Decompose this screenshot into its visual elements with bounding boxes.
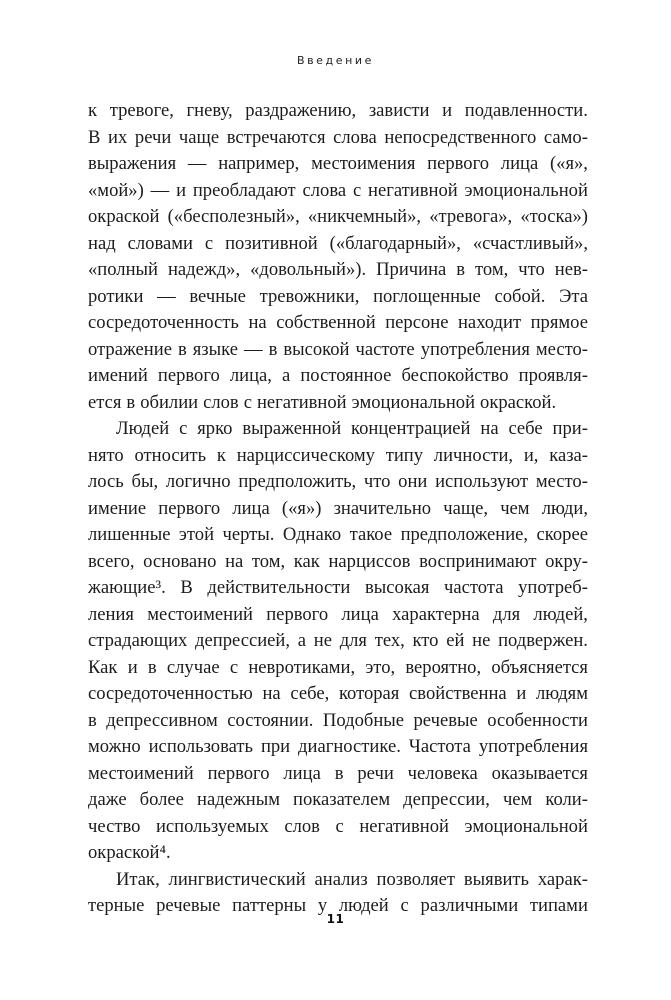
word: местоимения <box>311 153 416 174</box>
word: высокая <box>365 577 430 598</box>
text-line <box>88 310 588 337</box>
word: у <box>317 895 328 916</box>
word: слова <box>302 179 347 201</box>
word: анализ <box>314 868 368 890</box>
word: и <box>127 656 138 678</box>
text-line <box>88 496 588 523</box>
text-line <box>88 867 588 894</box>
word: беспокойство <box>401 365 509 386</box>
word: терные <box>88 895 145 916</box>
word: себе, <box>290 683 330 704</box>
word: употреб- <box>518 577 588 598</box>
word: место- <box>535 338 588 360</box>
word: логично <box>165 471 231 492</box>
word: ей <box>446 630 465 651</box>
word: отражение <box>88 338 172 360</box>
word: чем <box>502 789 533 810</box>
word: даже <box>88 789 127 810</box>
text-line <box>88 125 588 152</box>
word: место- <box>535 471 588 492</box>
word: встречаются <box>226 126 326 148</box>
word: нарциссическому <box>236 444 375 466</box>
text-line <box>88 416 588 443</box>
word: высокой <box>283 338 350 360</box>
word: нев- <box>554 259 588 280</box>
word: себе <box>508 418 543 439</box>
word: том, <box>475 259 509 280</box>
word: всего, <box>88 550 135 572</box>
word: выявить <box>463 868 530 890</box>
word: в <box>456 259 466 280</box>
word: само- <box>543 126 588 148</box>
word: к <box>88 100 98 121</box>
word: выражения <box>88 153 177 174</box>
word: относить <box>134 444 207 466</box>
word: эмоциональной <box>351 391 476 413</box>
word: с <box>335 815 344 837</box>
word: негативной <box>368 179 458 201</box>
word: харак- <box>537 868 588 890</box>
word: в <box>88 709 97 731</box>
word: основано <box>143 550 217 572</box>
text-line <box>88 708 588 735</box>
word: и <box>442 100 453 121</box>
word: депрессии, <box>403 789 490 810</box>
word: к <box>216 444 226 466</box>
word: речи <box>134 126 172 148</box>
word: «довольный»). <box>250 259 367 280</box>
word: вероятно, <box>405 656 482 678</box>
word: невротиками, <box>248 656 356 678</box>
text-line <box>88 681 588 708</box>
word: первого <box>266 603 329 625</box>
word: окраской <box>88 206 160 227</box>
word: людей, <box>533 603 588 625</box>
word: вечные <box>189 285 246 307</box>
text-line <box>88 602 588 629</box>
word: собственной <box>276 312 376 333</box>
word: диагностике. <box>298 736 401 757</box>
word: при <box>260 736 291 757</box>
word: тревоге, <box>109 100 174 121</box>
word: паттерны <box>232 895 307 916</box>
word: показателем <box>293 789 391 810</box>
word: действительности <box>207 577 351 598</box>
word: коли- <box>545 789 588 810</box>
word: гневу, <box>186 100 233 121</box>
word: сосредоточенность <box>88 312 239 333</box>
word: с <box>243 391 252 413</box>
word: воспринимают <box>419 550 537 572</box>
word: употребления <box>478 736 588 757</box>
word: ярко <box>197 418 233 439</box>
word: их <box>108 126 128 148</box>
word: случае <box>166 656 220 678</box>
word: над <box>88 232 116 254</box>
word: лица <box>283 762 321 784</box>
word: выраженной <box>242 418 342 439</box>
word: объясняется <box>491 656 588 678</box>
word: первого <box>427 153 490 174</box>
word: зависти <box>368 100 430 121</box>
text-line <box>88 761 588 788</box>
word: («благодарный», <box>329 232 461 254</box>
word: («я») <box>281 497 322 519</box>
word: этой <box>178 524 215 545</box>
word: поглощенные <box>373 285 481 307</box>
word: типу <box>385 444 424 466</box>
word: негативной <box>359 815 449 837</box>
word: депрессией, <box>195 630 291 651</box>
word: черты. <box>222 524 275 545</box>
word: персоне <box>385 312 449 333</box>
word: на <box>225 550 244 572</box>
word: такое <box>349 524 393 545</box>
word: людей <box>338 895 389 916</box>
word: Итак, <box>116 868 160 890</box>
word: местоимений <box>88 762 194 784</box>
word: особенности <box>487 709 588 731</box>
word: в <box>177 338 187 360</box>
word: собой. <box>494 285 546 307</box>
word: первого <box>158 497 221 519</box>
word: не <box>313 630 332 651</box>
word: в <box>126 391 136 413</box>
word: эмоциональной <box>464 815 588 837</box>
text-line <box>88 469 588 496</box>
word: частота <box>444 577 504 598</box>
word: предположение, <box>400 524 529 545</box>
page-number: 11 <box>326 912 345 926</box>
word: эмоциональной <box>464 179 588 201</box>
word: — <box>187 153 207 174</box>
word: находит <box>457 312 522 333</box>
word: местоимений <box>147 603 253 625</box>
text-line <box>88 257 588 284</box>
word: бы, <box>131 471 159 492</box>
word: что <box>518 259 545 280</box>
word: предположить, <box>238 471 357 492</box>
word: более <box>139 789 184 810</box>
word: «счастливый», <box>472 232 588 254</box>
word: чем <box>500 497 530 519</box>
word: окру- <box>545 550 588 572</box>
word: различными <box>420 895 519 916</box>
word: первого <box>157 365 220 386</box>
word: не <box>472 630 491 651</box>
word: что <box>363 471 391 492</box>
word: проявля- <box>518 365 588 386</box>
text-line <box>88 204 588 231</box>
text-line <box>88 522 588 549</box>
text-line <box>88 363 588 390</box>
word: характерна <box>392 603 480 625</box>
running-head: Введение <box>296 54 375 67</box>
word: каза- <box>549 444 588 466</box>
word: преобладают <box>192 179 296 201</box>
text-line <box>88 655 588 682</box>
word: типами <box>529 895 588 916</box>
word: можно <box>88 736 141 757</box>
word: первого <box>207 762 270 784</box>
word: они <box>398 471 428 492</box>
word: с <box>400 895 409 916</box>
word: концентрацией <box>351 418 471 439</box>
word: лось <box>88 471 124 492</box>
text-line <box>88 231 588 258</box>
word: тех, <box>374 630 405 651</box>
word: В <box>88 126 101 148</box>
word: тревожники, <box>259 285 360 307</box>
word: окраской⁴. <box>88 842 171 863</box>
word: и <box>516 683 527 704</box>
word: и, <box>523 444 539 466</box>
word: а <box>282 365 291 386</box>
word: ления <box>88 603 134 625</box>
word: постоянное <box>300 365 392 386</box>
word: «никчемный», <box>307 206 422 227</box>
word: на <box>262 683 281 704</box>
word: Как <box>88 656 118 678</box>
text-line <box>88 284 588 311</box>
text-line <box>88 575 588 602</box>
word: негативной <box>256 391 347 413</box>
text-line <box>88 390 588 417</box>
text-line <box>88 549 588 576</box>
word: Подобные <box>322 709 405 731</box>
word: скорее <box>536 524 588 545</box>
word: для <box>339 630 367 651</box>
word: лица, <box>229 365 272 386</box>
word: сосредоточенностью <box>88 683 253 704</box>
word: — <box>150 179 170 201</box>
word: чество <box>88 815 141 837</box>
word: «тревога», <box>429 206 513 227</box>
word: слова <box>333 126 377 148</box>
word: люди, <box>541 497 588 519</box>
text-line <box>88 787 588 814</box>
word: используют <box>435 471 529 492</box>
word: на <box>480 418 499 439</box>
word: кто <box>412 630 439 651</box>
word: «мой») <box>88 179 144 201</box>
word: для <box>492 603 521 625</box>
word: слов <box>203 391 239 413</box>
word: жающие³. <box>88 577 166 598</box>
word: подвержен. <box>498 630 588 651</box>
word: речевые <box>156 895 221 916</box>
word: «полный <box>88 259 158 280</box>
word: нято <box>88 444 124 466</box>
word: а <box>297 630 307 651</box>
word: чаще, <box>443 497 489 519</box>
word: лица <box>232 497 270 519</box>
word: Однако <box>282 524 342 545</box>
text-line <box>88 337 588 364</box>
word: которая <box>338 683 400 704</box>
word: речи <box>357 762 394 784</box>
word: употребления <box>420 338 530 360</box>
word: имений <box>88 365 148 386</box>
word: нарциссов <box>328 550 411 572</box>
word: личности, <box>433 444 514 466</box>
word: ется <box>88 391 122 413</box>
word: свойственна <box>409 683 507 704</box>
word: («бесполезный», <box>167 206 300 227</box>
word: раздражению, <box>245 100 357 121</box>
word: на <box>248 312 267 333</box>
text-line <box>88 840 588 867</box>
word: чаще <box>178 126 220 148</box>
text-line <box>88 443 588 470</box>
word: состоянии. <box>227 709 314 731</box>
text-line <box>88 151 588 178</box>
word: В <box>180 577 193 598</box>
text-line <box>88 734 588 761</box>
word: частоте <box>355 338 415 360</box>
word: («я», <box>549 153 588 174</box>
word: непосредственного <box>384 126 537 148</box>
word: прямое <box>530 312 588 333</box>
word: в <box>147 656 157 678</box>
text-line <box>88 628 588 655</box>
word: — <box>157 285 176 307</box>
word: позволяет <box>376 868 456 890</box>
text-line <box>88 98 588 125</box>
word: Причина <box>376 259 447 280</box>
word: лингвистический <box>168 868 306 890</box>
word: окраской. <box>480 391 557 413</box>
word: использовать <box>148 736 254 757</box>
word: Частота <box>408 736 471 757</box>
word: депрессивном <box>106 709 218 731</box>
word: лица <box>341 603 379 625</box>
word: с <box>229 656 239 678</box>
body-text <box>88 98 588 920</box>
word: подавленности. <box>464 100 588 121</box>
word: Людей <box>116 418 170 439</box>
word: людям <box>535 683 588 704</box>
text-line <box>88 178 588 205</box>
word: с <box>352 179 362 201</box>
word: это, <box>365 656 396 678</box>
word: и <box>176 179 187 201</box>
word: в <box>334 762 344 784</box>
word: в <box>268 338 278 360</box>
word: лишенные <box>88 524 171 545</box>
word: речевые <box>413 709 478 731</box>
word: лица <box>500 153 539 174</box>
word: например, <box>218 153 300 174</box>
word: человека <box>407 762 478 784</box>
word: значительно <box>333 497 432 519</box>
word: — <box>243 338 263 360</box>
word: имение <box>88 497 147 519</box>
word: «тоска») <box>520 206 588 227</box>
word: при- <box>552 418 588 439</box>
word: используемых <box>155 815 269 837</box>
word: слов <box>284 815 320 837</box>
word: Эта <box>559 285 588 307</box>
word: том, <box>251 550 286 572</box>
word: позитивной <box>225 232 318 254</box>
word: обилии <box>140 391 199 413</box>
word: словами <box>127 232 193 254</box>
word: ротики <box>88 285 144 307</box>
word: с <box>204 232 214 254</box>
word: с <box>179 418 188 439</box>
word: страдающих <box>88 630 188 651</box>
word: оказывается <box>491 762 588 784</box>
word: надежд», <box>167 259 241 280</box>
text-line <box>88 814 588 841</box>
word: языке <box>192 338 238 360</box>
word: как <box>293 550 320 572</box>
word: надежным <box>197 789 280 810</box>
